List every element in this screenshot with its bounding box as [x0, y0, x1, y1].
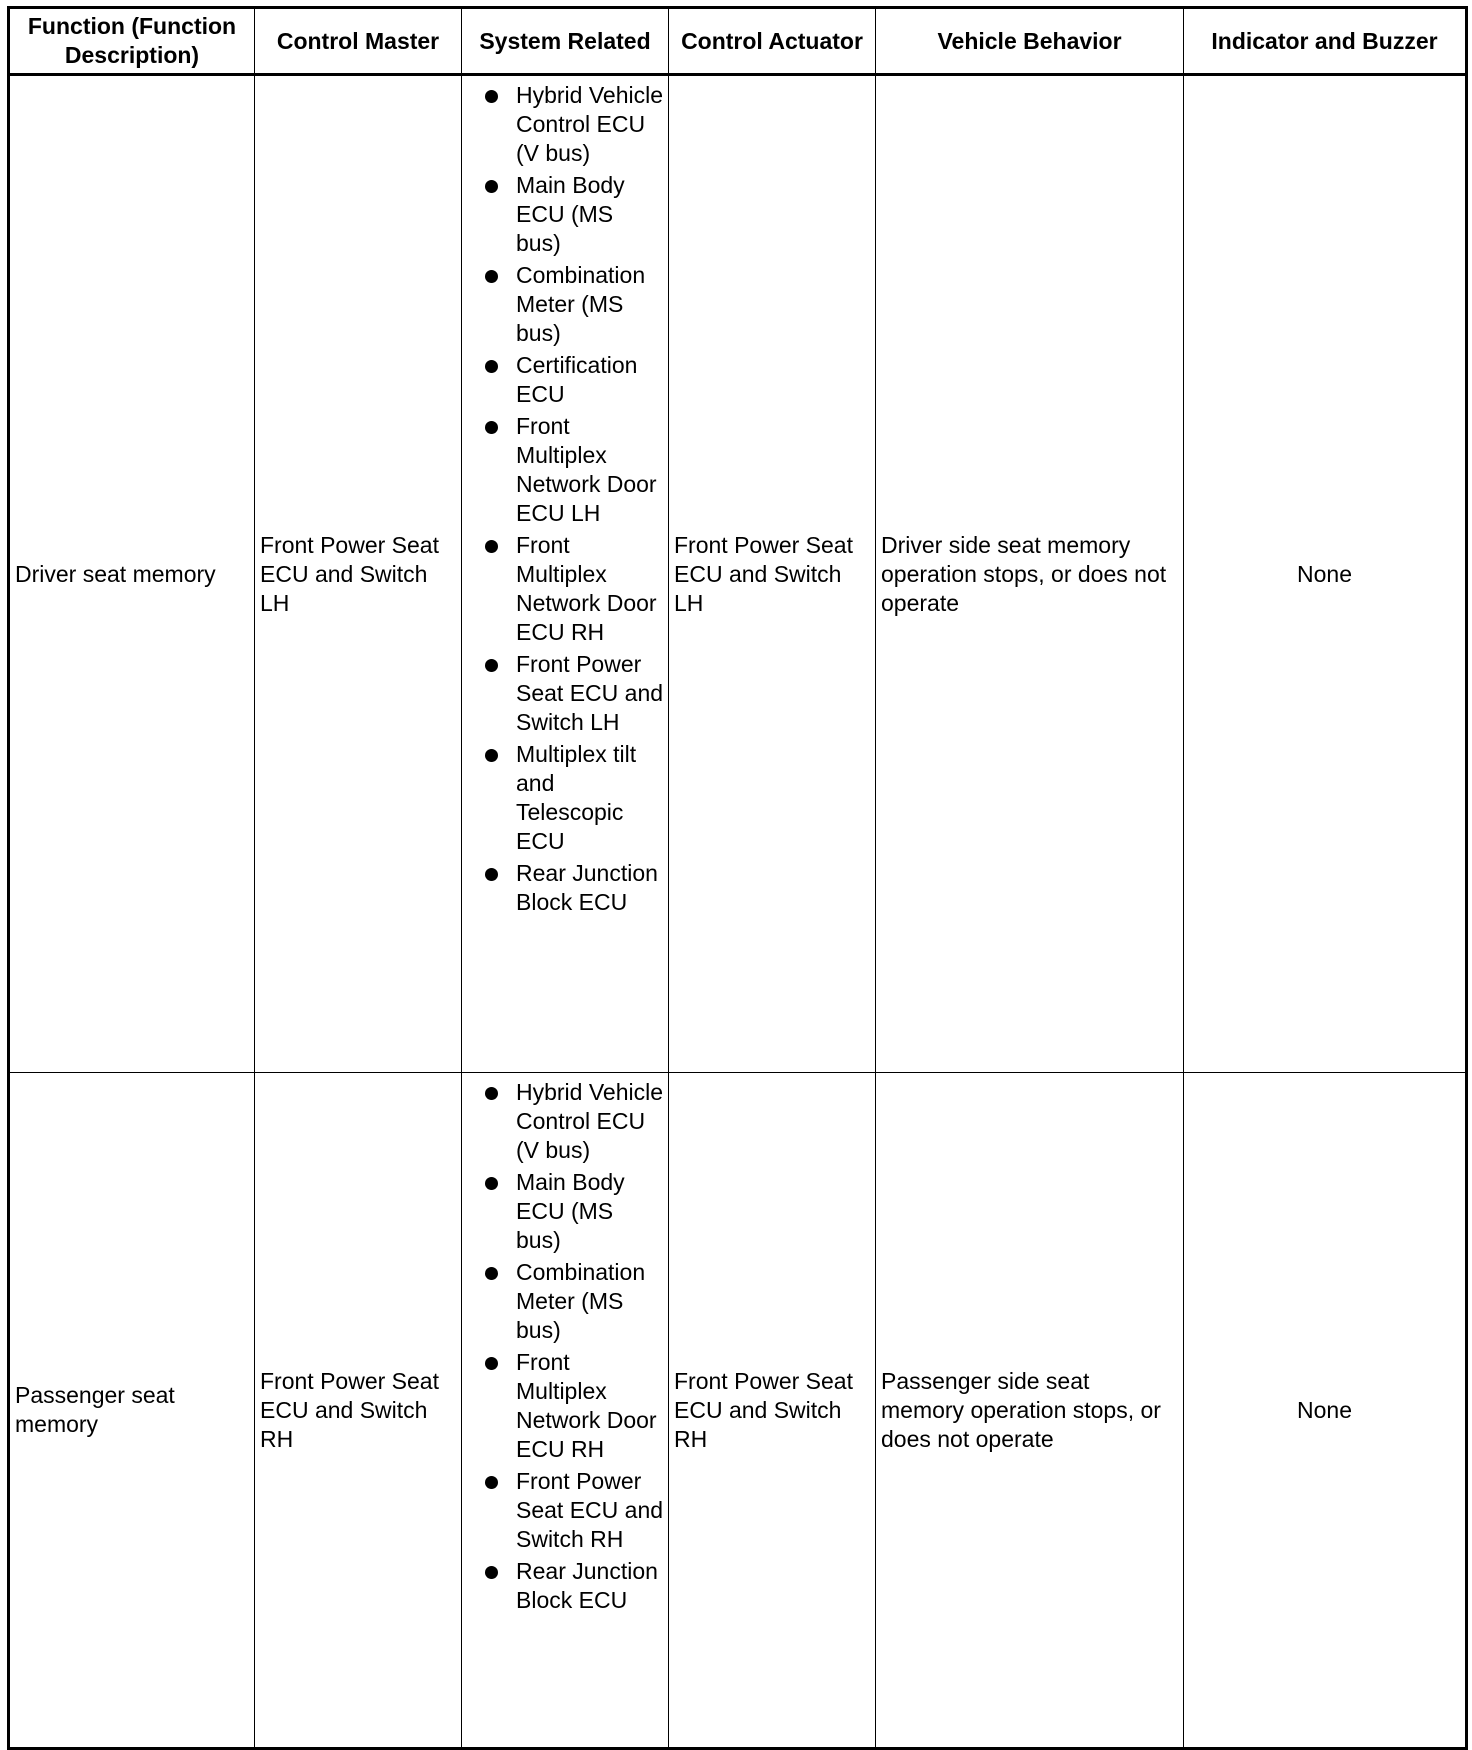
list-item-label: Combination Meter (MS bus) [516, 262, 646, 346]
list-item-label: Hybrid Vehicle Control ECU (V bus) [516, 82, 664, 166]
list-item [462, 740, 664, 856]
list-item [462, 261, 664, 348]
list-item [462, 171, 664, 258]
list-item-label: Rear Junction Block ECU [516, 860, 658, 915]
cell-control-master: Front Power Seat ECU and Switch RH [255, 1073, 462, 1749]
list-item-label: Front Power Seat ECU and Switch LH [516, 651, 664, 735]
function-table [7, 6, 1468, 1750]
bullet-icon [485, 540, 498, 553]
list-item [462, 650, 664, 737]
list-item [462, 531, 664, 647]
list-item-label: Multiplex tilt and Telescopic ECU [516, 741, 637, 854]
header-function: Function (Function Description) [9, 8, 255, 75]
list-item [462, 859, 664, 917]
system-related-list [462, 81, 664, 917]
list-item [462, 81, 664, 168]
list-item-label: Hybrid Vehicle Control ECU (V bus) [516, 1079, 664, 1163]
list-item [462, 1168, 664, 1255]
cell-control-actuator: Front Power Seat ECU and Switch LH [669, 75, 876, 1073]
list-item-label: Certification ECU [516, 352, 638, 407]
cell-control-actuator: Front Power Seat ECU and Switch RH [669, 1073, 876, 1749]
bullet-icon [485, 421, 498, 434]
list-item [462, 1348, 664, 1464]
cell-indicator-buzzer: None [1184, 75, 1467, 1073]
bullet-icon [485, 1357, 498, 1370]
list-item-label: Front Multiplex Network Door ECU LH [516, 413, 657, 526]
list-item [462, 1258, 664, 1345]
cell-function: Passenger seat memory [9, 1073, 255, 1749]
bullet-icon [485, 270, 498, 283]
list-item [462, 351, 664, 409]
cell-indicator-buzzer: None [1184, 1073, 1467, 1749]
bullet-icon [485, 1476, 498, 1489]
bullet-icon [485, 749, 498, 762]
cell-system-related [462, 1073, 669, 1749]
list-item-label: Main Body ECU (MS bus) [516, 172, 625, 256]
list-item [462, 1078, 664, 1165]
bullet-icon [485, 180, 498, 193]
header-system-related: System Related [462, 8, 669, 75]
header-indicator-buzzer: Indicator and Buzzer [1184, 8, 1467, 75]
table-row-driver-seat-memory [9, 75, 1467, 1073]
bullet-icon [485, 659, 498, 672]
list-item-label: Front Multiplex Network Door ECU RH [516, 1349, 657, 1462]
bullet-icon [485, 1087, 498, 1100]
list-item-label: Main Body ECU (MS bus) [516, 1169, 625, 1253]
cell-system-related [462, 75, 669, 1073]
system-related-list [462, 1078, 664, 1615]
header-vehicle-behavior: Vehicle Behavior [876, 8, 1184, 75]
bullet-icon [485, 1566, 498, 1579]
table-header [9, 8, 1467, 75]
list-item [462, 412, 664, 528]
cell-vehicle-behavior: Passenger side seat memory operation stops, or does not operate [876, 1073, 1184, 1749]
cell-control-master: Front Power Seat ECU and Switch LH [255, 75, 462, 1073]
bullet-icon [485, 90, 498, 103]
list-item-label: Rear Junction Block ECU [516, 1558, 658, 1613]
header-control-master: Control Master [255, 8, 462, 75]
list-item [462, 1467, 664, 1554]
header-row [9, 8, 1467, 75]
document-page [7, 6, 1465, 1750]
header-control-actuator: Control Actuator [669, 8, 876, 75]
table-row-passenger-seat-memory [9, 1073, 1467, 1749]
cell-vehicle-behavior: Driver side seat memory operation stops, or does not operate [876, 75, 1184, 1073]
list-item [462, 1557, 664, 1615]
list-item-label: Front Power Seat ECU and Switch RH [516, 1468, 664, 1552]
table-body [9, 75, 1467, 1749]
bullet-icon [485, 868, 498, 881]
bullet-icon [485, 360, 498, 373]
list-item-label: Combination Meter (MS bus) [516, 1259, 646, 1343]
bullet-icon [485, 1267, 498, 1280]
cell-function: Driver seat memory [9, 75, 255, 1073]
list-item-label: Front Multiplex Network Door ECU RH [516, 532, 657, 645]
bullet-icon [485, 1177, 498, 1190]
